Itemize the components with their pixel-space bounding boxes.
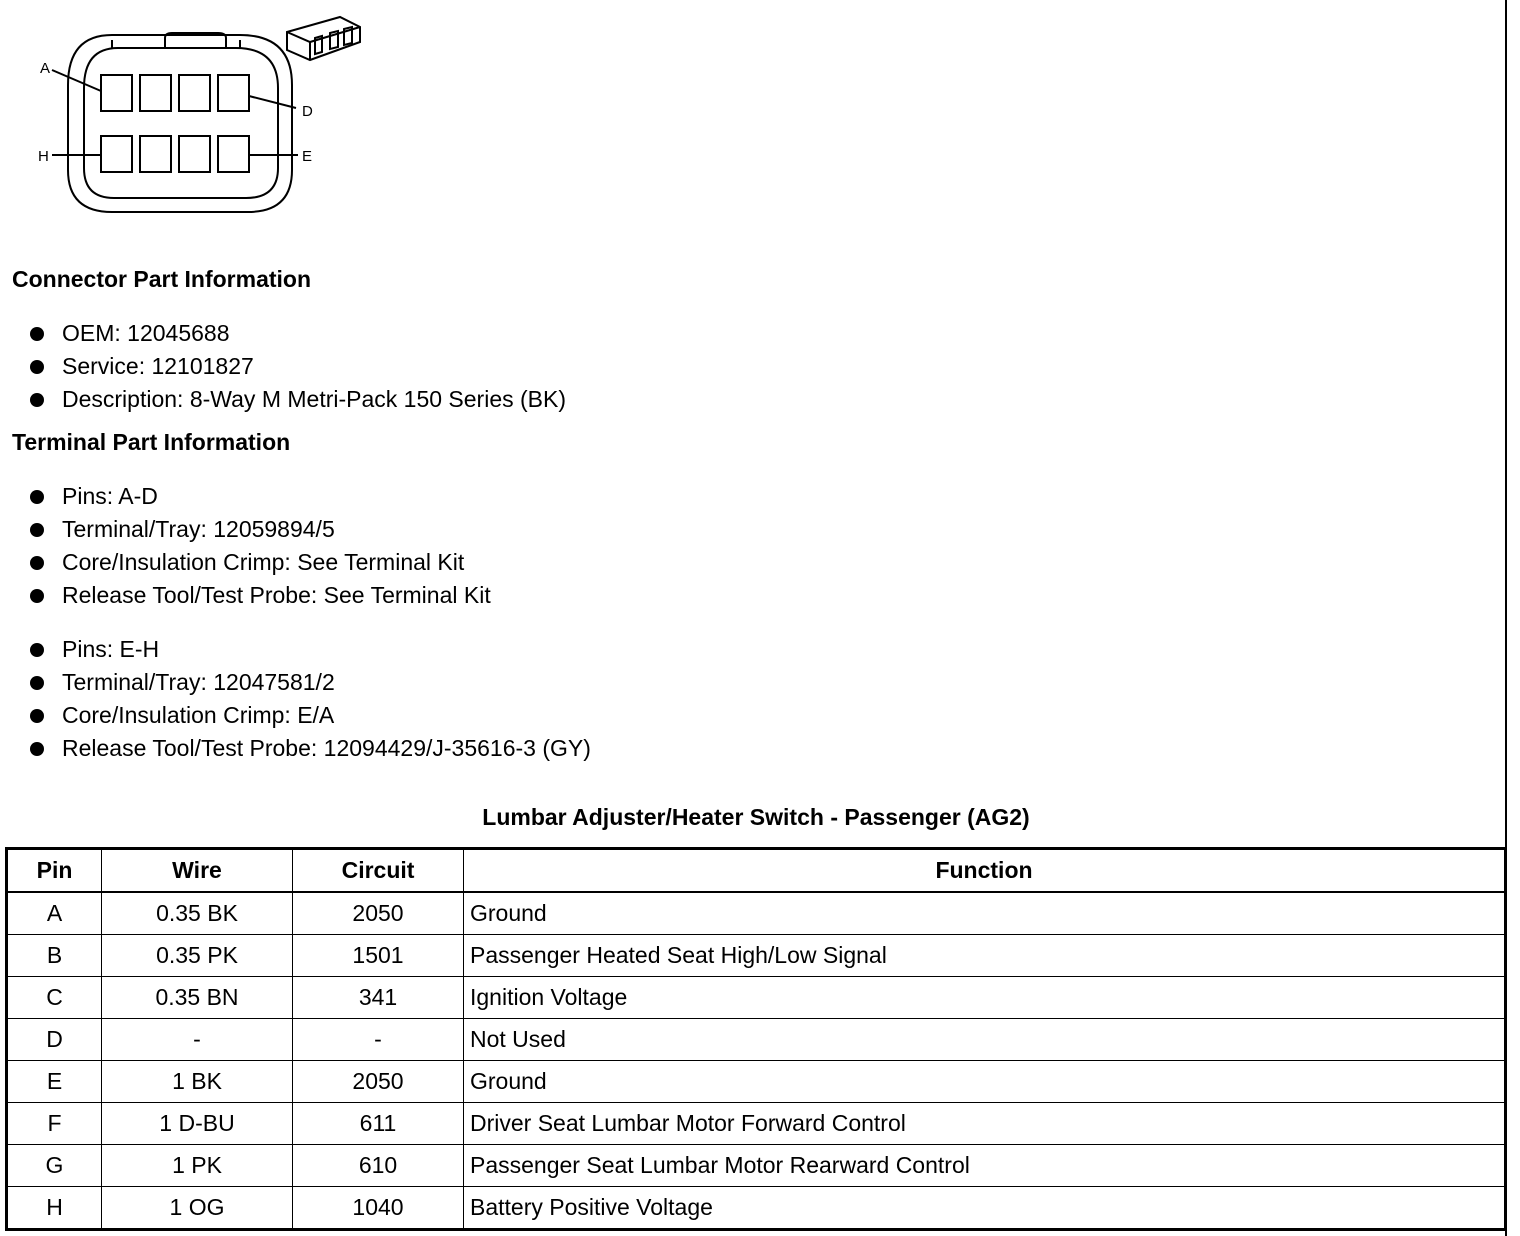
bullet-icon	[30, 709, 44, 723]
wire-cell: 0.35 BN	[102, 977, 293, 1019]
connector-part-info-heading: Connector Part Information	[12, 266, 312, 292]
column-header-function: Function	[464, 849, 1506, 893]
function-cell: Driver Seat Lumbar Motor Forward Control	[464, 1103, 1506, 1145]
bullet-icon	[30, 327, 44, 341]
circuit-cell: 2050	[293, 892, 464, 935]
pin-cell: B	[7, 935, 102, 977]
pin-cell: H	[7, 1187, 102, 1230]
wire-cell: 1 OG	[102, 1187, 293, 1230]
table-row	[7, 1061, 1506, 1103]
pin-cell: F	[7, 1103, 102, 1145]
wire-cell: -	[102, 1019, 293, 1061]
list-item: OEM: 12045688	[28, 317, 566, 350]
table-row	[7, 892, 1506, 935]
bullet-icon	[30, 643, 44, 657]
pin-cell: A	[7, 892, 102, 935]
bullet-icon	[30, 676, 44, 690]
wire-cell: 1 BK	[102, 1061, 293, 1103]
wire-cell: 0.35 BK	[102, 892, 293, 935]
function-cell: Battery Positive Voltage	[464, 1187, 1506, 1230]
connector-part-info-list	[28, 317, 566, 416]
bullet-icon	[30, 360, 44, 374]
table-row	[7, 1019, 1506, 1061]
wire-cell: 0.35 PK	[102, 935, 293, 977]
function-cell: Ignition Voltage	[464, 977, 1506, 1019]
circuit-cell: 610	[293, 1145, 464, 1187]
list-item: Terminal/Tray: 12059894/5	[28, 513, 491, 546]
pin-table-title: Lumbar Adjuster/Heater Switch - Passenger (AG2)	[482, 804, 1030, 830]
function-cell: Ground	[464, 1061, 1506, 1103]
bullet-icon	[30, 523, 44, 537]
bullet-icon	[30, 589, 44, 603]
table-header-row	[7, 849, 1506, 893]
table-row	[7, 1145, 1506, 1187]
column-header-circuit: Circuit	[293, 849, 464, 893]
circuit-cell: 341	[293, 977, 464, 1019]
terminal-part-info-heading: Terminal Part Information	[12, 429, 291, 455]
function-cell: Ground	[464, 892, 1506, 935]
pin-cell: C	[7, 977, 102, 1019]
table-row	[7, 935, 1506, 977]
function-cell: Not Used	[464, 1019, 1506, 1061]
list-item: Description: 8-Way M Metri-Pack 150 Series (BK)	[28, 383, 566, 416]
bullet-icon	[30, 556, 44, 570]
list-item: Pins: A-D	[28, 480, 491, 513]
function-cell: Passenger Seat Lumbar Motor Rearward Control	[464, 1145, 1506, 1187]
list-item: Pins: E-H	[28, 633, 591, 666]
terminal-part-info-list-1	[28, 480, 491, 612]
wire-cell: 1 PK	[102, 1145, 293, 1187]
list-item: Terminal/Tray: 12047581/2	[28, 666, 591, 699]
list-item: Release Tool/Test Probe: 12094429/J-35616-3 (GY)	[28, 732, 591, 765]
list-item: Release Tool/Test Probe: See Terminal Kit	[28, 579, 491, 612]
function-cell: Passenger Heated Seat High/Low Signal	[464, 935, 1506, 977]
pin-cell: E	[7, 1061, 102, 1103]
list-item: Core/Insulation Crimp: E/A	[28, 699, 591, 732]
bullet-icon	[30, 393, 44, 407]
table-row	[7, 1187, 1506, 1230]
pin-cell: G	[7, 1145, 102, 1187]
pin-cell: D	[7, 1019, 102, 1061]
pin-label-h: H	[38, 148, 49, 165]
circuit-cell: -	[293, 1019, 464, 1061]
pin-label-a: A	[40, 60, 51, 77]
connector-face-diagram	[0, 0, 380, 225]
circuit-cell: 611	[293, 1103, 464, 1145]
terminal-part-info-list-2	[28, 633, 591, 765]
bullet-icon	[30, 742, 44, 756]
wire-cell: 1 D-BU	[102, 1103, 293, 1145]
pin-label-e: E	[302, 148, 313, 165]
column-header-wire: Wire	[102, 849, 293, 893]
column-header-pin: Pin	[7, 849, 102, 893]
pin-table	[5, 847, 1507, 1231]
circuit-cell: 1501	[293, 935, 464, 977]
list-item: Service: 12101827	[28, 350, 566, 383]
table-row	[7, 1103, 1506, 1145]
list-item: Core/Insulation Crimp: See Terminal Kit	[28, 546, 491, 579]
pin-label-d: D	[302, 103, 313, 120]
circuit-cell: 1040	[293, 1187, 464, 1230]
circuit-cell: 2050	[293, 1061, 464, 1103]
bullet-icon	[30, 490, 44, 504]
table-row	[7, 977, 1506, 1019]
